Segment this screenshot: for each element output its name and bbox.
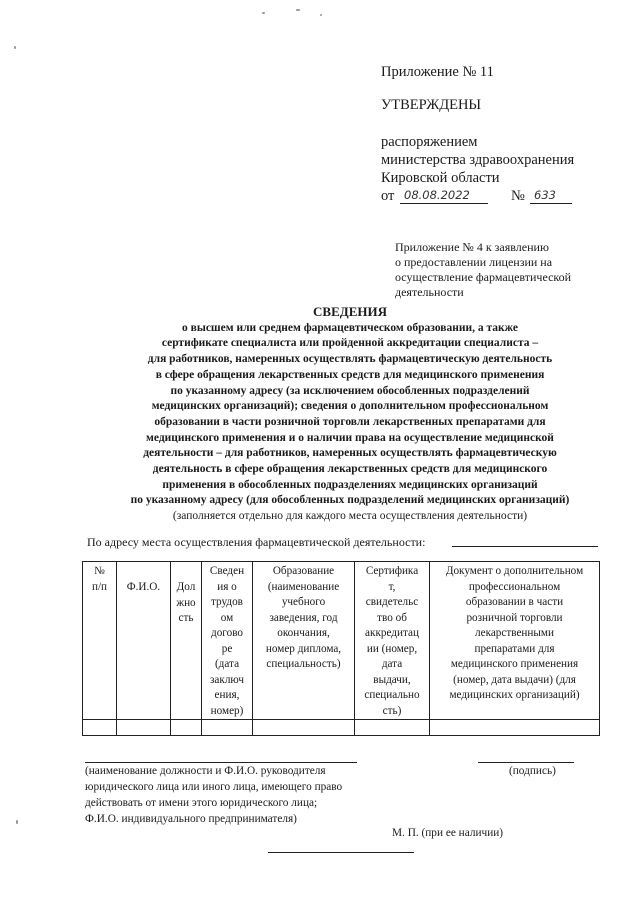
- column-header-labor-contract: Сведен ия о трудов ом догово ре (дата заключ ения, номер): [202, 562, 253, 720]
- table-cell[interactable]: [171, 720, 202, 736]
- signer-caption-line: действовать от имени этого юридического лица;: [85, 797, 318, 809]
- title-line: по указанному адресу (за исключением обособленных подразделений: [170, 384, 530, 397]
- date-underline: [400, 203, 488, 204]
- position-name-line[interactable]: [85, 762, 357, 763]
- address-fill-line[interactable]: [452, 546, 598, 547]
- order-line: министерства здравоохранения: [381, 152, 575, 168]
- signature-caption: (подпись): [509, 765, 556, 777]
- table-cell[interactable]: [83, 720, 117, 736]
- signer-caption-line: (наименование должности и Ф.И.О. руководителя: [85, 765, 326, 777]
- stamp-caption: М. П. (при ее наличии): [392, 827, 504, 839]
- annex-note-line: Приложение № 4 к заявлению: [395, 240, 549, 254]
- column-header-education: Образование (наименование учебного заведения, год окончания, номер диплома, специальность): [253, 562, 355, 720]
- title-line: медицинского применения и о наличии права на осуществление медицинской: [146, 431, 554, 444]
- title-heading: СВЕДЕНИЯ: [313, 304, 387, 319]
- number-prefix: №: [511, 188, 525, 204]
- column-header-certificate: Сертифика т, свидетельс тво об аккредитац ии (номер, дата выдачи, специально сть): [355, 562, 430, 720]
- table-cell[interactable]: [117, 720, 171, 736]
- annex-note-line: деятельности: [395, 285, 464, 299]
- table-cell[interactable]: [202, 720, 253, 736]
- order-line: Кировской области: [381, 170, 500, 186]
- scan-speck: [320, 14, 322, 16]
- signer-caption-line: юридического лица или иного лица, имеющего право: [85, 781, 343, 793]
- closing-line: [268, 852, 414, 853]
- annex-note-line: о предоставлении лицензии на: [395, 255, 553, 269]
- table-cell[interactable]: [355, 720, 430, 736]
- signature-line[interactable]: [478, 762, 574, 763]
- title-line: для работников, намеренных осуществлять фармацевтическую деятельность: [147, 353, 553, 366]
- order-line: распоряжением: [381, 134, 478, 150]
- staff-table: [82, 561, 600, 736]
- scan-speck: [14, 46, 16, 49]
- title-line: применения в обособленных подразделениях медицинских организаций: [162, 478, 538, 491]
- table-cell[interactable]: [430, 720, 600, 736]
- title-line: медицинских организаций); сведения о дополнительном профессиональном: [151, 400, 549, 413]
- annex-note-line: осуществление фармацевтической: [395, 270, 572, 284]
- column-header-name: Ф.И.О.: [117, 562, 171, 720]
- scan-speck: [262, 12, 265, 14]
- title-note: (заполняется отдельно для каждого места осуществления деятельности): [172, 510, 528, 523]
- column-header-additional-education: Документ о дополнительном профессиональном образовании в части розничной торговли лекарственными препаратами для медицинского применения (номер, дата выдачи) (для медицинских организаций): [430, 562, 600, 720]
- title-line: о высшем или среднем фармацевтическом образовании, а также: [182, 321, 518, 334]
- scan-speck: [296, 9, 300, 11]
- title-line: в сфере обращения лекарственных средств для медицинского применения: [155, 368, 545, 381]
- scan-speck: [16, 820, 18, 824]
- signer-caption-line: Ф.И.О. индивидуального предпринимателя): [85, 813, 297, 825]
- address-label: По адресу места осуществления фармацевтической деятельности:: [87, 535, 426, 549]
- handwritten-number: 633: [534, 188, 556, 202]
- column-header-position: Дол жно сть: [171, 562, 202, 720]
- column-header-number: № п/п: [83, 562, 117, 720]
- title-line: образовании в части розничной торговли лекарственных препаратами для: [154, 415, 546, 428]
- document-title: [100, 304, 600, 525]
- title-line: деятельность в сфере обращения лекарственных средств для медицинского: [152, 463, 548, 476]
- handwritten-date: 08.08.2022: [404, 188, 470, 202]
- title-line: по указанному адресу (для обособленных подразделений медицинских организаций): [130, 494, 570, 507]
- title-line: деятельности – для работников, намеренных осуществлять фармацевтическую: [143, 447, 557, 460]
- table-header-row: [83, 562, 600, 720]
- appendix-number: Приложение № 11: [381, 64, 494, 80]
- approved-heading: УТВЕРЖДЕНЫ: [381, 97, 482, 113]
- table-row[interactable]: [83, 720, 600, 736]
- title-line: сертификате специалиста или пройденной аккредитации специалиста –: [161, 337, 539, 350]
- number-underline: [530, 203, 572, 204]
- date-prefix: от: [381, 188, 395, 204]
- table-cell[interactable]: [253, 720, 355, 736]
